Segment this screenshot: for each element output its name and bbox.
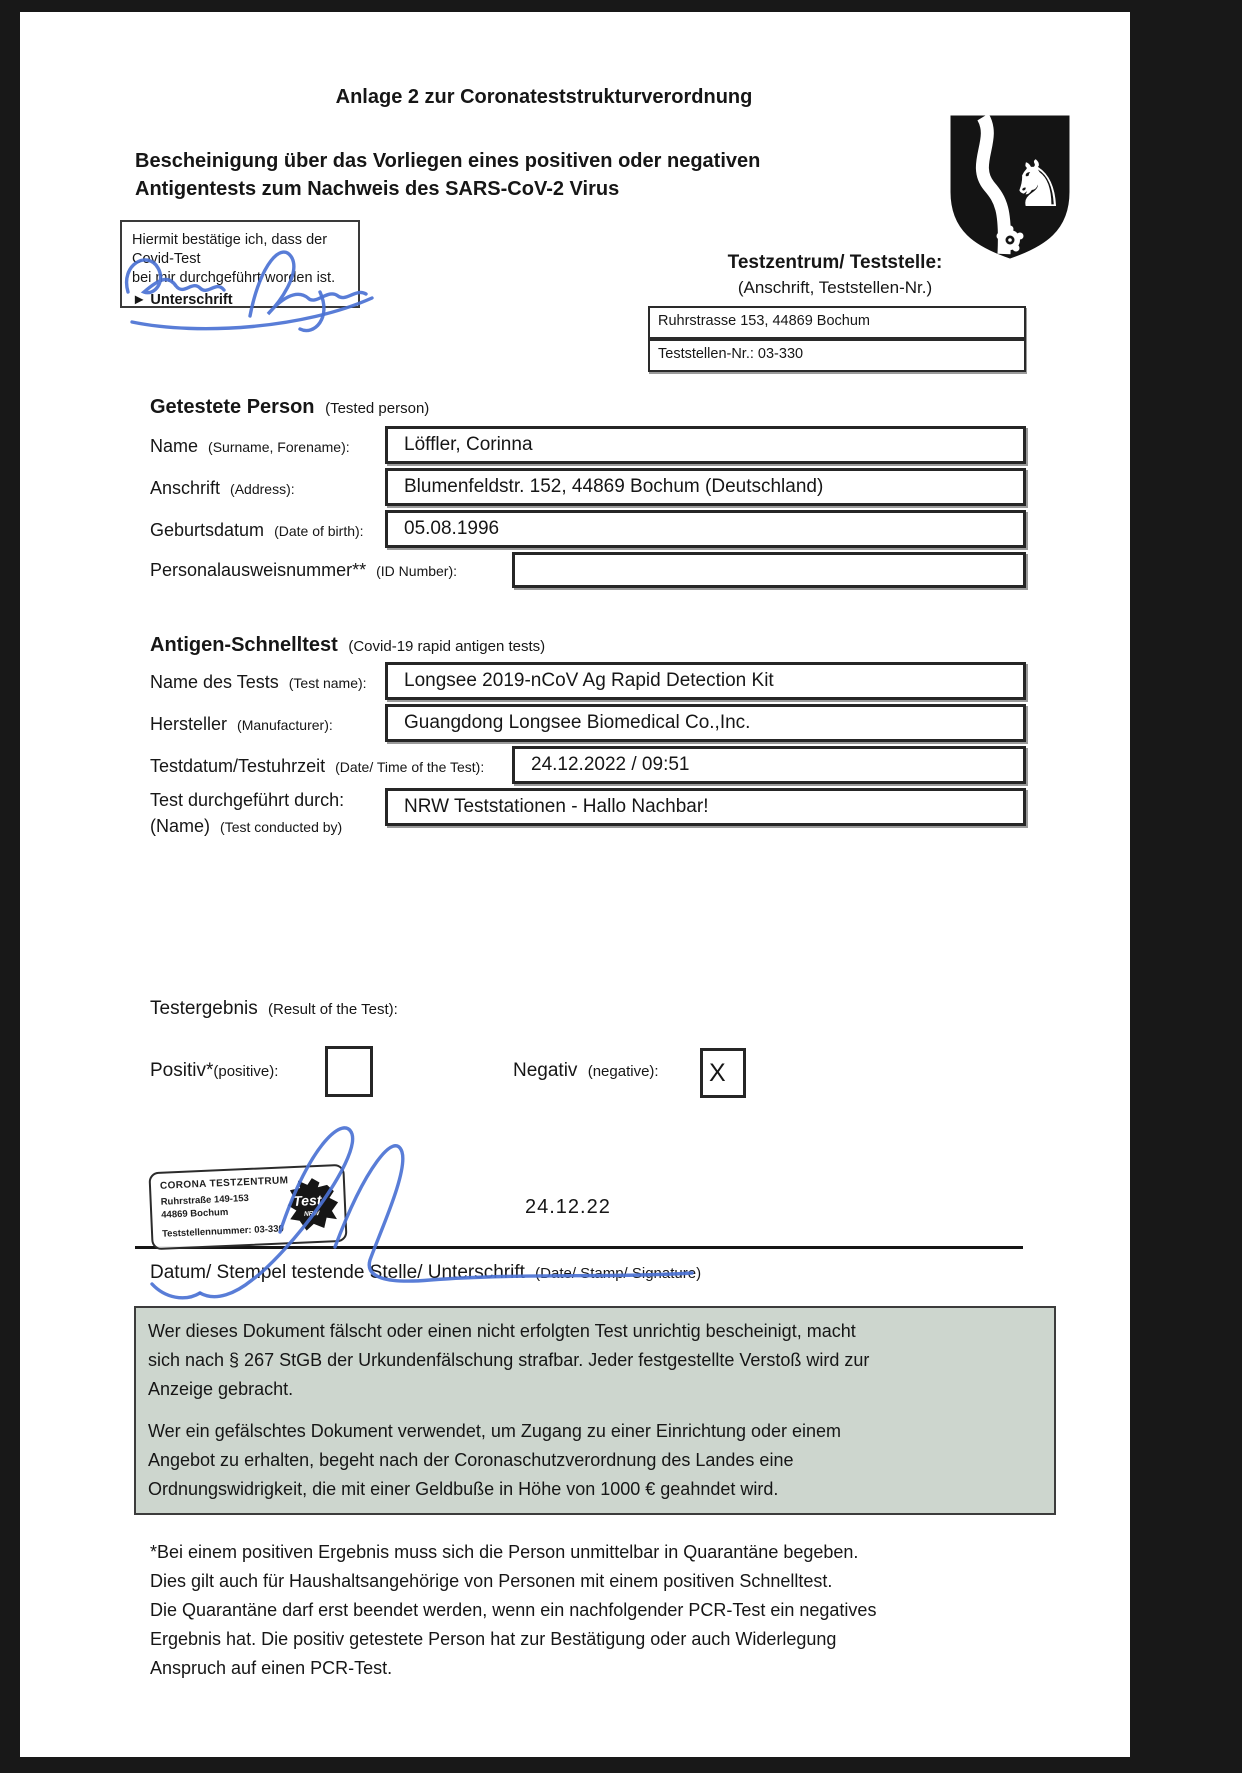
stamp-caption-en: (Date/ Stamp/ Signature) bbox=[535, 1265, 702, 1282]
name-field-value: Löffler, Corinna bbox=[404, 434, 533, 455]
dob-label-de: Geburtsdatum bbox=[150, 520, 265, 540]
stamp-line1: CORONA TESTZENTRUM bbox=[159, 1175, 289, 1192]
warning-p2-line3: Ordnungswidrigkeit, die mit einer Geldbuße in Höhe von 1000 € geahndet wird. bbox=[148, 1479, 779, 1499]
quarantine-footnote bbox=[150, 1538, 876, 1683]
name-field-label bbox=[150, 436, 350, 457]
address-label-en: (Address): bbox=[230, 481, 295, 497]
conducted-by-label-line2 bbox=[150, 816, 342, 837]
positive-label-de: Positiv* bbox=[150, 1060, 214, 1081]
footnote-line1: *Bei einem positiven Ergebnis muss sich die Person unmittelbar in Quarantäne begeben. bbox=[150, 1542, 859, 1562]
section-result-de: Testergebnis bbox=[150, 998, 258, 1019]
section-tested-person-en: (Tested person) bbox=[325, 400, 430, 417]
section-antigen-test-en: (Covid-19 rapid antigen tests) bbox=[348, 638, 546, 655]
section-tested-person-de: Getestete Person bbox=[150, 396, 315, 418]
annex-title: Anlage 2 zur Coronateststrukturverordnung bbox=[335, 86, 753, 108]
section-result bbox=[150, 998, 398, 1020]
positive-checkbox[interactable] bbox=[325, 1046, 373, 1097]
address-label-de: Anschrift bbox=[150, 478, 221, 498]
stamp-line3: 44869 Bochum bbox=[161, 1206, 229, 1221]
signature-line bbox=[135, 1246, 1023, 1249]
footnote-line5: Anspruch auf einen PCR-Test. bbox=[150, 1658, 393, 1678]
test-datetime-label-en: (Date/ Time of the Test): bbox=[335, 759, 485, 775]
address-field-box bbox=[385, 468, 1026, 506]
test-name-field-value: Longsee 2019-nCoV Ag Rapid Detection Kit bbox=[404, 670, 774, 691]
test-datetime-field-box bbox=[512, 746, 1026, 784]
stamp-line2: Ruhrstraße 149-153 bbox=[160, 1192, 250, 1208]
manufacturer-label-en: (Manufacturer): bbox=[237, 717, 333, 733]
dob-field-label bbox=[150, 520, 364, 541]
footnote-line3: Die Quarantäne darf erst beendet werden, wenn ein nachfolgender PCR-Test ein negatives bbox=[150, 1600, 877, 1620]
stamp-caption bbox=[150, 1262, 701, 1284]
negative-label bbox=[513, 1060, 659, 1082]
positive-label bbox=[150, 1060, 278, 1082]
conducted-by-field-value: NRW Teststationen - Hallo Nachbar! bbox=[404, 796, 709, 817]
conducted-by-label-line1: Test durchgeführt durch: bbox=[150, 790, 345, 810]
name-label-en: (Surname, Forename): bbox=[208, 439, 350, 455]
test-center-number: Teststellen-Nr.: 03-330 bbox=[658, 346, 804, 362]
address-field-label bbox=[150, 478, 295, 499]
test-name-label-de: Name des Tests bbox=[150, 672, 279, 692]
warning-p1-line3: Anzeige gebracht. bbox=[148, 1379, 294, 1399]
document-heading-line2: Antigentests zum Nachweis des SARS-CoV-2 Virus bbox=[135, 178, 620, 200]
warning-p2-line1: Wer ein gefälschtes Dokument verwendet, um Zugang zu einer Einrichtung oder einem bbox=[148, 1421, 842, 1441]
section-tested-person bbox=[150, 396, 429, 419]
test-center-stamp bbox=[148, 1164, 347, 1250]
test-name-field-box bbox=[385, 662, 1026, 700]
id-label-en: (ID Number): bbox=[376, 563, 458, 579]
stamp-date: 24.12.22 bbox=[525, 1196, 611, 1218]
test-center-title: Testzentrum/ Teststelle: bbox=[727, 252, 943, 273]
section-antigen-test-de: Antigen-Schnelltest bbox=[150, 634, 338, 656]
negative-checkbox[interactable] bbox=[700, 1048, 746, 1098]
test-center-subtitle: (Anschrift, Teststellen-Nr.) bbox=[737, 278, 933, 297]
test-name-label-en: (Test name): bbox=[288, 675, 367, 691]
name-label-de: Name bbox=[150, 436, 199, 456]
test-center-address: Ruhrstrasse 153, 44869 Bochum bbox=[658, 313, 870, 329]
legal-warning-box bbox=[134, 1306, 1056, 1515]
test-datetime-field-label bbox=[150, 756, 484, 777]
test-datetime-label-de: Testdatum/Testuhrzeit bbox=[150, 756, 326, 776]
warning-p1-line2: sich nach § 267 StGB der Urkundenfälschung strafbar. Jeder festgestellte Verstoß wird zur bbox=[148, 1350, 870, 1370]
test-center-number-box bbox=[648, 339, 1026, 372]
conducted-by-name-de: (Name) bbox=[150, 816, 211, 836]
section-result-en: (Result of the Test): bbox=[268, 1001, 398, 1018]
stamp-logo-subtext: NRW bbox=[303, 1210, 320, 1218]
stamp-caption-de: Datum/ Stempel testende Stelle/ Unterschrift bbox=[150, 1262, 525, 1283]
manufacturer-label-de: Hersteller bbox=[150, 714, 228, 734]
conducted-by-field-box bbox=[385, 788, 1026, 826]
id-label-de: Personalausweisnummer** bbox=[150, 560, 367, 580]
stamp-line4: Teststellennummer: 03-330 bbox=[161, 1223, 285, 1240]
negative-checkbox-mark: X bbox=[709, 1059, 726, 1087]
confirmation-text-line1: Hiermit bestätige ich, dass der Covid-Test bbox=[132, 232, 328, 267]
warning-p2-line2: Angebot zu erhalten, begeht nach der Coronaschutzverordnung des Landes eine bbox=[148, 1450, 794, 1470]
test-center-address-box bbox=[648, 306, 1026, 339]
warning-paragraph-gap bbox=[148, 1404, 1042, 1417]
footnote-line2: Dies gilt auch für Haushaltsangehörige von Personen mit einem positiven Schnelltest. bbox=[150, 1571, 833, 1591]
test-datetime-field-value: 24.12.2022 / 09:51 bbox=[531, 754, 690, 775]
test-name-field-label bbox=[150, 672, 367, 693]
nrw-map-stamp-icon bbox=[284, 1175, 342, 1235]
signature-field-label: ► Unterschrift bbox=[132, 292, 233, 308]
dob-field-box bbox=[385, 510, 1026, 548]
document-heading-line1: Bescheinigung über das Vorliegen eines positiven oder negativen bbox=[135, 150, 761, 172]
name-field-box bbox=[385, 426, 1026, 464]
nrw-coat-of-arms-icon bbox=[945, 112, 1075, 262]
positive-label-en: (positive): bbox=[213, 1063, 279, 1080]
svg-text:♞: ♞ bbox=[1009, 148, 1067, 222]
manufacturer-field-box bbox=[385, 704, 1026, 742]
section-antigen-test bbox=[150, 634, 545, 657]
dob-field-value: 05.08.1996 bbox=[404, 518, 500, 539]
conducted-by-label-en: (Test conducted by) bbox=[220, 819, 343, 835]
dob-label-en: (Date of birth): bbox=[274, 523, 364, 539]
id-field-label bbox=[150, 560, 457, 581]
negative-label-en: (negative): bbox=[587, 1063, 659, 1080]
manufacturer-field-label bbox=[150, 714, 333, 735]
warning-p1-line1: Wer dieses Dokument fälscht oder einen nicht erfolgten Test unrichtig bescheinigt, macht bbox=[148, 1321, 856, 1341]
id-field-box bbox=[512, 552, 1026, 588]
self-confirmation-box bbox=[120, 220, 360, 308]
confirmation-text-line2: bei mir durchgeführt worden ist. bbox=[132, 270, 336, 286]
manufacturer-field-value: Guangdong Longsee Biomedical Co.,Inc. bbox=[404, 712, 751, 733]
address-field-value: Blumenfeldstr. 152, 44869 Bochum (Deutschland) bbox=[404, 476, 824, 497]
certificate-page bbox=[20, 12, 1130, 1757]
stamp-logo-text: Test bbox=[292, 1191, 322, 1210]
footnote-line4: Ergebnis hat. Die positiv getestete Person hat zur Bestätigung oder auch Widerlegung bbox=[150, 1629, 837, 1649]
negative-label-de: Negativ bbox=[513, 1060, 578, 1081]
